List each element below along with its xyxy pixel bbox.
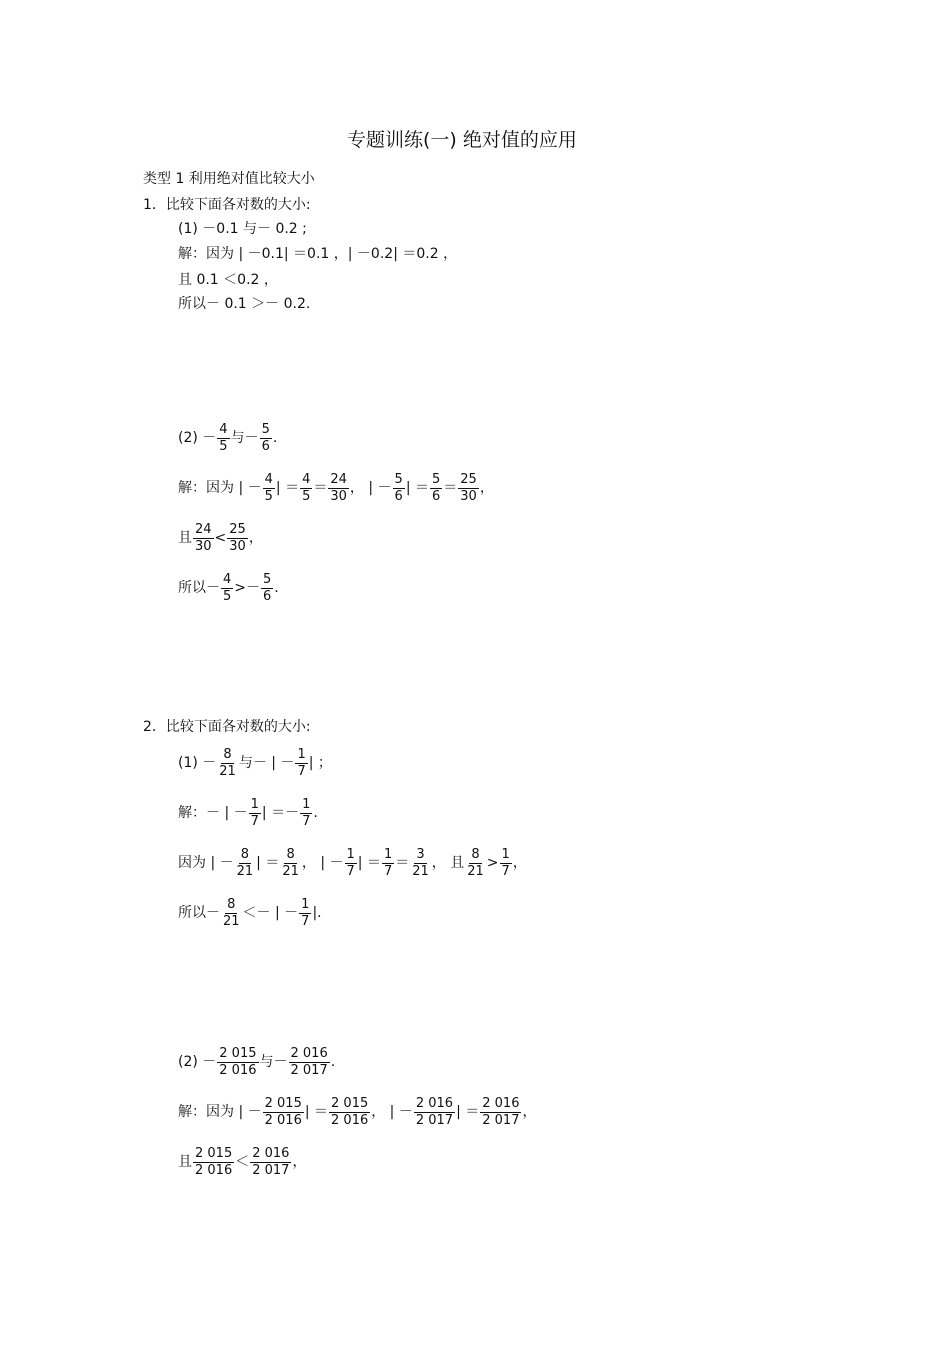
fraction: $\frac{2 015}{2 016}$	[195, 1146, 233, 1178]
q2-p2-line1: (2) － $\frac{2 015}{2 016}$ 与－ $\frac{2 016}{2 017}$ .	[178, 1046, 336, 1078]
fraction: $\frac{25}{30}$	[460, 472, 477, 504]
fraction: $\frac{5}{6}$	[431, 472, 441, 504]
q1-p2-line2: 解：因为 | － $\frac{4}{5}$ | ＝ $\frac{4}{5}$ ＝ $\frac{24}{30}$ ， | － $\frac{5}{6}$ | ＝ $\frac{5}{6}$ ＝ $\frac{25}{30}$ ，	[178, 472, 494, 504]
fraction: $\frac{4}{5}$	[219, 422, 228, 454]
page-title: 专题训练(一) 绝对值的应用	[347, 129, 577, 151]
q1-p2-label: (2) －	[178, 430, 217, 447]
q1-p1-line1: (1) －0.1 与－ 0.2 ;	[178, 221, 307, 237]
fraction: $\frac{4}{5}$	[302, 472, 311, 504]
fraction: $\frac{24}{30}$	[330, 472, 347, 504]
fraction: $\frac{2 016}{2 017}$	[252, 1146, 290, 1178]
fraction: $\frac{8}{21}$	[219, 747, 236, 779]
fraction: $\frac{3}{21}$	[412, 847, 429, 879]
fraction: $\frac{4}{5}$	[264, 472, 273, 504]
fraction: $\frac{1}{7}$	[302, 797, 311, 829]
fraction: $\frac{8}{21}$	[467, 847, 484, 879]
fraction: $\frac{8}{21}$	[223, 897, 240, 929]
fraction: $\frac{5}{6}$	[261, 422, 270, 454]
fraction: $\frac{24}{30}$	[195, 522, 212, 554]
fraction: $\frac{2 016}{2 017}$	[290, 1046, 328, 1078]
q2-p1-line1: (1) － $\frac{8}{21}$ 与－ | － $\frac{1}{7}$ | ；	[178, 747, 332, 779]
fraction: $\frac{8}{21}$	[282, 847, 299, 879]
q2-p2-line3: 且 $\frac{2 015}{2 016}$ ＜ $\frac{2 016}{2 017}$ ，	[178, 1146, 307, 1178]
fraction: $\frac{2 016}{2 017}$	[415, 1096, 454, 1128]
fraction: $\frac{5}{6}$	[263, 572, 272, 604]
q1-p2-line1: (2) － $\frac{4}{5}$ 与－ $\frac{5}{6}$ .	[178, 422, 278, 454]
fraction: $\frac{1}{7}$	[501, 847, 510, 879]
fraction: $\frac{2 016}{2 017}$	[482, 1096, 520, 1128]
q2-p2-line2: 解：因为 | － $\frac{2 015}{2 016}$ | ＝ $\frac{2 015}{2 016}$ ， | － $\frac{2 016}{2 017}$ | ＝ $\frac{2 016}{2 017}$ ，	[178, 1096, 537, 1128]
fraction: $\frac{2 015}{2 016}$	[331, 1096, 369, 1128]
fraction: $\frac{4}{5}$	[223, 572, 232, 604]
fraction: $\frac{25}{30}$	[229, 522, 246, 554]
fraction: $\frac{5}{6}$	[394, 472, 403, 504]
q1-p2-line3: 且 $\frac{24}{30}$ < $\frac{25}{30}$ ，	[178, 522, 263, 554]
fraction: $\frac{2 015}{2 016}$	[219, 1046, 257, 1078]
q1-p2-line4: 所以－ $\frac{4}{5}$ >－ $\frac{5}{6}$ .	[178, 572, 279, 604]
q2-p1-line2: 解：－ | － $\frac{1}{7}$ | ＝－ $\frac{1}{7}$ .	[178, 797, 318, 829]
fraction: $\frac{8}{21}$	[236, 847, 254, 879]
q1-p1-line2: 解：因为 | －0.1| ＝0.1 ，| －0.2| ＝0.2 ，	[178, 246, 458, 262]
q2-p1-line3: 因为 | － $\frac{8}{21}$ | ＝ $\frac{8}{21}$ ， | － $\frac{1}{7}$ | ＝ $\frac{1}{7}$ ＝ $\frac{3}{21}$ ， 且 $\frac{8}{21}$ > $\frac{1}{7}$ ，	[178, 847, 527, 879]
fraction: $\frac{1}{7}$	[383, 847, 393, 879]
fraction: $\frac{1}{7}$	[297, 747, 306, 779]
q2-p1-line4: 所以－ $\frac{8}{21}$ ＜－ | － $\frac{1}{7}$ |.	[178, 897, 322, 929]
fraction: $\frac{1}{7}$	[250, 797, 259, 829]
q1-p1-line3: 且 0.1 ＜0.2 ，	[178, 272, 278, 288]
fraction: $\frac{1}{7}$	[301, 897, 310, 929]
q1-p1-line4: 所以－ 0.1 ＞－ 0.2.	[178, 296, 311, 312]
fraction: $\frac{1}{7}$	[346, 847, 355, 879]
q2-stem: 2．比较下面各对数的大小:	[143, 719, 311, 735]
q1-stem: 1．比较下面各对数的大小:	[143, 197, 311, 213]
fraction: $\frac{2 015}{2 016}$	[264, 1096, 302, 1128]
section-type-heading: 类型 1 利用绝对值比较大小	[143, 171, 315, 187]
